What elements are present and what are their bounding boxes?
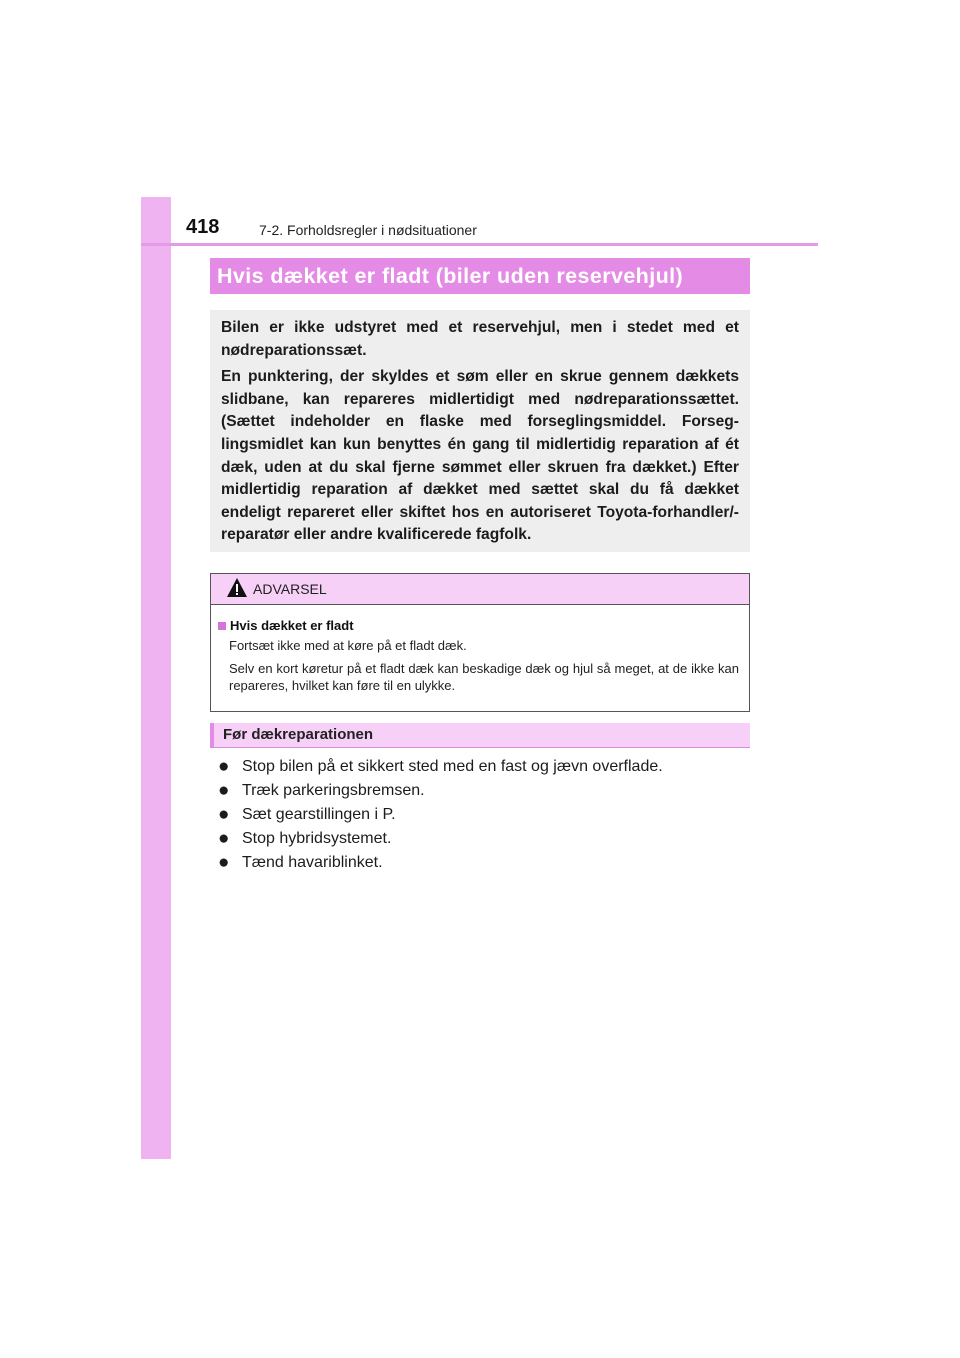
subsection-heading <box>210 723 750 748</box>
subsection-title: Før dækreparationen <box>223 726 374 743</box>
bullet-icon: ● <box>218 756 230 777</box>
warning-triangle-icon <box>226 577 248 598</box>
warning-label: ADVARSEL <box>253 581 327 597</box>
warning-box <box>210 573 750 712</box>
header-rule <box>141 243 818 246</box>
section-header: 7-2. Forholdsregler i nødsituationer <box>259 222 477 238</box>
step-text: Stop hybridsystemet. <box>242 830 392 847</box>
page-number: 418 <box>186 216 220 238</box>
square-bullet-icon <box>218 622 226 630</box>
intro-paragraph: En punktering, der skyldes et søm eller en skrue gennem dækkets slidbane, kan repareres midlertidigt med nødreparationssættet. (Sættet indeholder en flaske med forseglingsmiddel. Forseg-lingsmidlet kan kun benyttes én gang til midlertidig reparation af ét dæk, uden at du skal fjerne sømmet eller skruen fra dækket.) Efter midlertidig reparation af dækket med sættet skal du få dækket endeligt repareret eller skiftet hos en autoriseret Toyota-forhandler/-reparatør eller andre kvalificerede fagfolk. <box>221 368 739 544</box>
intro-box <box>210 310 750 552</box>
bullet-icon: ● <box>218 828 230 849</box>
warning-subheading <box>218 618 739 633</box>
step-text: Sæt gearstillingen i P. <box>242 806 396 823</box>
list-item <box>218 779 663 803</box>
bullet-icon: ● <box>218 780 230 801</box>
list-item <box>218 803 663 827</box>
list-item <box>218 755 663 779</box>
list-item <box>218 851 663 875</box>
warning-body <box>211 605 749 695</box>
bullet-icon: ● <box>218 804 230 825</box>
step-text: Stop bilen på et sikkert sted med en fast og jævn overflade. <box>242 758 663 775</box>
chapter-side-tab <box>141 197 171 1159</box>
intro-paragraph: Bilen er ikke udstyret med et reservehjul, men i stedet med et nødreparationssæt. <box>221 319 739 359</box>
warning-header <box>211 574 749 605</box>
warning-text: Fortsæt ikke med at køre på et fladt dæk. <box>229 638 467 653</box>
bullet-icon: ● <box>218 852 230 873</box>
step-text: Tænd havariblinket. <box>242 854 383 871</box>
page-title: Hvis dækket er fladt (biler uden reservehjul) <box>217 263 684 288</box>
title-banner <box>210 258 750 294</box>
warning-text: Selv en kort køretur på et fladt dæk kan beskadige dæk og hjul så meget, at de ikke kan repareres, hvilket kan føre til en ulykke. <box>229 660 739 693</box>
list-item <box>218 827 663 851</box>
steps-list <box>218 755 663 875</box>
warning-subheading-text: Hvis dækket er fladt <box>230 618 354 633</box>
step-text: Træk parkeringsbremsen. <box>242 782 425 799</box>
